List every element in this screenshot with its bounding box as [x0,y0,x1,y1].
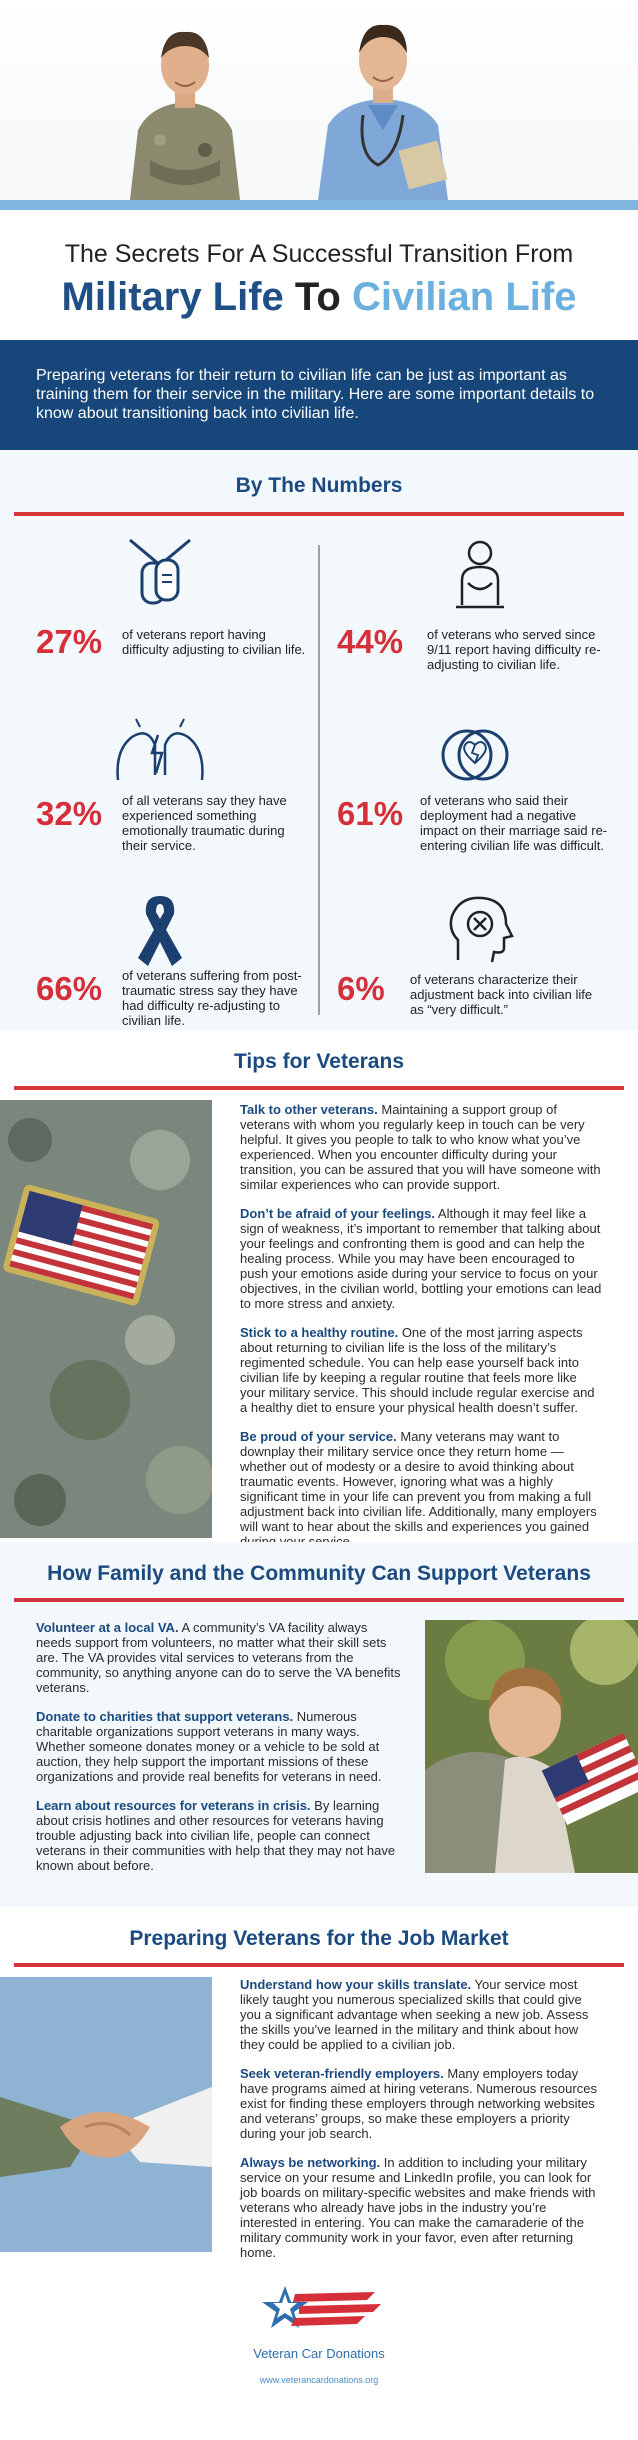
family-body: Numerous charitable organizations support veterans in many ways. Whether someone donates money or a vehicle to be sold at auction, they help support the important missions of these organizations and provide real benefits for veterans in need. [36,1709,382,1784]
family-lead: Donate to charities that support veterans. [36,1709,294,1724]
child-hug-flag-photo [425,1620,638,1873]
job-item [240,1977,606,2052]
website-link[interactable]: www.veterancardonations.org [259,2375,379,2385]
stat-percent: 61% [337,795,404,832]
stat-description: of all veterans say they have experienced something emotionally traumatic during their service. [122,793,287,853]
family-body: By learning about crisis hotlines and other resources for veterans having trouble adjusting back into civilian life, people can connect veterans in their communities with help that they may not have known about before. [36,1798,396,1873]
tip-item [240,1429,602,1549]
stat-27 [0,535,306,685]
stat-32 [0,715,300,865]
red-rule [14,1963,624,1967]
red-rule [14,512,624,516]
tip-body: Although it may feel like a sign of weakness, it’s important to remember that talking about your feelings and confronting them is good and can help the healing process. While you may have been encouraged to push your emotions aside during your service to focus on your objectives, in the civilian world, bottling your emotions can lead to more stress and anxiety. [240,1206,602,1311]
job-lead: Understand how your skills translate. [240,1977,472,1992]
job-body: In addition to including your military service on your resume and LinkedIn profile, you can look for job boards on military-specific websites and make friends with veterans who already have jobs in the industry you’re interested in entering. You can make the camaraderie of the military community work in your favor, even after returning home. [240,2155,596,2260]
job-item [240,2066,606,2141]
hero-banner [0,0,638,210]
soldier-illustration [120,10,250,200]
tip-item [240,1325,602,1415]
family-item [36,1798,402,1873]
tip-body: One of the most jarring aspects about returning to civilian life is the loss of the military’s regimented schedule. You can help ease yourself back into civilian life by keeping a regular routine that feels more like your military service. This should include regular exercise and a healthy diet to ensure your physical health doesn’t suffer. [240,1325,595,1415]
job-heading: Preparing Veterans for the Job Market [129,1927,509,1950]
sitting-person-icon [440,535,520,615]
stat-percent: 44% [337,623,404,660]
title-to: To [294,275,341,319]
red-rule [14,1086,624,1090]
tip-lead: Talk to other veterans. [240,1102,378,1117]
distressed-head-icon [440,890,520,970]
numbers-heading: By The Numbers [235,474,403,497]
star-flag-logo-icon [255,2282,385,2332]
stat-percent: 32% [36,795,103,832]
stat-percent: 6% [337,970,385,1007]
family-item [36,1709,402,1784]
tip-lead: Stick to a healthy routine. [240,1325,399,1340]
soldier-flag-patch-photo [0,1100,212,1538]
tip-item [240,1206,602,1311]
stat-description: of veterans report having difficulty adjusting to civilian life. [122,627,306,657]
intro-banner: Preparing veterans for their return to civilian life can be just as important as training them for their service in the military. Here are some important details to know about transitioning back into civilian life. [0,340,638,450]
camo-uniform-graphic [0,1100,212,1538]
title-military-life: Military Life [61,275,284,319]
job-lead: Always be networking. [240,2155,381,2170]
red-rule [14,1598,624,1602]
doctor-illustration [308,5,458,200]
job-section [0,1907,638,2262]
title-block [0,210,638,340]
stat-description: of veterans who served since 9/11 report having difficulty re-adjusting to civilian life. [427,627,601,672]
title-civilian-life: Civilian Life [351,275,577,319]
tips-list [240,1102,602,1563]
handshake-photo [0,1977,212,2252]
hero-stripe [0,200,638,210]
family-heading: How Family and the Community Can Support Veterans [47,1562,591,1585]
tip-lead: Don’t be afraid of your feelings. [240,1206,436,1221]
family-lead: Volunteer at a local VA. [36,1620,179,1635]
stat-6 [320,890,620,1040]
handshake-graphic [0,1977,212,2252]
job-lead: Seek veteran-friendly employers. [240,2066,444,2081]
family-item [36,1620,402,1695]
stat-description: of veterans suffering from post-traumatic stress say they have had difficulty re-adjusting to civilian life. [122,968,302,1028]
job-body: Your service most likely taught you numerous specialized skills that could give you a significant advantage when seeking a new job. Assess the skills you’ve learned in the military and think about how they could be applied to a civilian job. [240,1977,589,2052]
title-line-2 [0,275,638,320]
tip-lead: Be proud of your service. [240,1429,397,1444]
stressed-heads-icon [110,715,210,795]
numbers-section [0,450,638,1030]
family-section [0,1542,638,1907]
tip-body: Many veterans may want to downplay their military service once they return home — whether out of modesty or a desire to avoid thinking about traumatic events. However, ignoring what was a highly significant time in your life can prevent you from making a full adjustment back into civilian life. Additionally, many employers will want to hear about the skills and experiences you gained [240,1429,597,1534]
footer [0,2262,638,2440]
tip-item [240,1102,602,1192]
stat-44 [320,535,620,685]
tips-section [0,1030,638,1542]
stat-description: of veterans characterize their adjustment back into civilian life as “very difficult.” [410,972,593,1017]
stat-percent: 27% [36,623,103,660]
stat-61 [320,715,620,865]
family-lead: Learn about resources for veterans in crisis. [36,1798,311,1813]
brand-name: Veteran Car Donations [253,2346,385,2361]
job-body: Many employers today have programs aimed at hiring veterans. Numerous resources exist for finding these employers through networking websites and veterans’ groups, so make these employers a priority during your job search. [240,2066,597,2141]
job-list [240,1977,606,2274]
tips-heading: Tips for Veterans [233,1050,404,1073]
family-list [36,1620,402,1887]
job-item [240,2155,606,2260]
dog-tags-icon [120,535,200,615]
family-body: A community’s VA facility always needs support from volunteers, no matter what their skill sets are. The VA provides vital services to veterans from the community, so anything anyone can do to serve the VA benefits veterans. [36,1620,401,1695]
ribbon-icon [120,890,200,970]
stat-percent: 66% [36,970,103,1007]
child-hug-graphic [425,1620,638,1873]
stat-description: of veterans who said their deployment had a negative impact on their marriage said re-entering civilian life was difficult. [420,793,608,853]
title-line-1: The Secrets For A Successful Transition From [64,240,574,268]
tip-body: Maintaining a support group of veterans with whom you regularly keep in touch can be very helpful. It gives you people to talk to who know what you’ve experienced. When you encounter difficulty during your transition, you can be assured that you will have someone with similar experiences who can provide support. [240,1102,601,1192]
broken-rings-icon [435,715,515,795]
stat-66 [0,890,300,1040]
